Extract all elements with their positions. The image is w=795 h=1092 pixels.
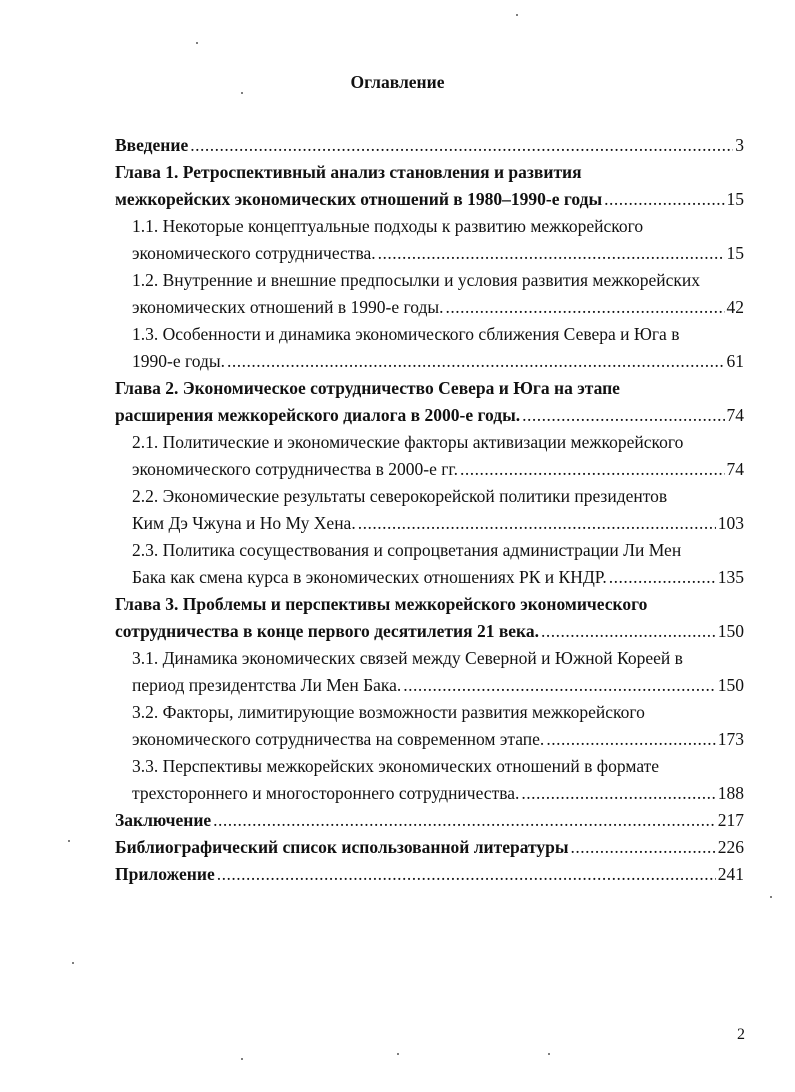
scan-speck	[548, 1053, 550, 1055]
toc-entry-title: межкорейских экономических отношений в 1980–1990-е годы	[115, 189, 603, 209]
toc-entry-section-2-3-cont	[132, 564, 744, 591]
toc-page-number: 3	[735, 135, 744, 155]
toc-entry-bibliography	[115, 834, 744, 861]
toc-entry-title: трехстороннего и многостороннего сотрудничества.	[132, 783, 520, 803]
toc-entry-title: 1.2. Внутренние и внешние предпосылки и условия развития межкорейских	[132, 270, 700, 290]
scan-speck	[516, 14, 518, 16]
toc-page-number: 135	[717, 567, 744, 587]
toc-page-number: 241	[717, 864, 744, 884]
toc-entry-title: экономических отношений в 1990-е годы.	[132, 297, 444, 317]
toc-entry-title: экономического сотрудничества на современном этапе.	[132, 729, 545, 749]
toc-entry-conclusion	[115, 807, 744, 834]
page-title: Оглавление	[350, 72, 445, 92]
scan-speck	[241, 92, 243, 94]
toc-entry-section-3-3	[132, 753, 744, 780]
dot-leader	[546, 726, 715, 753]
toc-entry-section-3-1-cont	[132, 672, 744, 699]
dot-leader	[541, 618, 716, 645]
dot-leader	[213, 807, 716, 834]
toc-page-number: 150	[717, 621, 744, 641]
toc-page-number: 15	[726, 189, 744, 209]
toc-page-number: 61	[726, 351, 744, 371]
toc-entry-title: Введение	[115, 135, 189, 155]
dot-leader	[217, 861, 716, 888]
toc-page-number: 74	[726, 459, 744, 479]
toc-entry-title: 3.3. Перспективы межкорейских экономических отношений в формате	[132, 756, 660, 776]
toc-entry-title: экономического сотрудничества.	[132, 243, 376, 263]
scan-speck	[196, 42, 198, 44]
toc-entry-title: период президентства Ли Мен Бака.	[132, 675, 402, 695]
toc-entry-title: 2.3. Политика сосуществования и сопроцветания администрации Ли Мен	[132, 540, 682, 560]
toc-page-number: 188	[717, 783, 744, 803]
toc-entry-title: расширения межкорейского диалога в 2000-е годы.	[115, 405, 521, 425]
toc-entry-title: 2.1. Политические и экономические факторы активизации межкорейского	[132, 432, 684, 452]
scan-speck	[770, 896, 772, 898]
toc-entry-section-3-2	[132, 699, 744, 726]
toc-entry-section-1-3-cont	[132, 348, 744, 375]
toc-entry-title: 1.1. Некоторые концептуальные подходы к развитию межкорейского	[132, 216, 644, 236]
toc-entry-section-1-1	[132, 213, 744, 240]
scan-speck	[68, 840, 70, 842]
toc-entry-title: 3.2. Факторы, лимитирующие возможности развития межкорейского	[132, 702, 645, 722]
dot-leader	[378, 240, 725, 267]
scan-speck	[397, 1053, 399, 1055]
toc-entry-title: 3.1. Динамика экономических связей между Северной и Южной Кореей в	[132, 648, 683, 668]
dot-leader	[604, 186, 724, 213]
toc-entry-title: Бака как смена курса в экономических отношениях РК и КНДР.	[132, 567, 607, 587]
toc-page-number: 217	[717, 810, 744, 830]
toc-entry-section-2-3	[132, 537, 744, 564]
toc-page-number: 150	[717, 675, 744, 695]
toc-entry-title: Заключение	[115, 810, 212, 830]
toc-entry-title: Библиографический список использованной литературы	[115, 837, 569, 857]
toc-entry-title: 2.2. Экономические результаты северокорейской политики президентов	[132, 486, 668, 506]
toc-entry-title: сотрудничества в конце первого десятилетия 21 века.	[115, 621, 539, 641]
toc-entry-section-1-3	[132, 321, 744, 348]
dot-leader	[609, 564, 716, 591]
toc-entry-section-2-2	[132, 483, 744, 510]
toc-entry-section-1-2-cont	[132, 294, 744, 321]
dot-leader	[227, 348, 725, 375]
toc-entry-section-3-2-cont	[132, 726, 744, 753]
toc-page-number: 226	[717, 837, 744, 857]
page-number: 2	[737, 1026, 745, 1043]
toc-entry-title: Глава 1. Ретроспективный анализ становления и развития	[115, 162, 582, 182]
dot-leader	[571, 834, 716, 861]
toc-entry-section-2-2-cont	[132, 510, 744, 537]
dot-leader	[190, 132, 733, 159]
toc-page-number: 103	[717, 513, 744, 533]
toc-page-number: 42	[726, 297, 744, 317]
toc-entry-title: Ким Дэ Чжуна и Но Му Хена.	[132, 513, 356, 533]
toc-entry-section-3-3-cont	[132, 780, 744, 807]
dot-leader	[460, 456, 724, 483]
toc-entry-section-2-1	[132, 429, 744, 456]
dot-leader	[446, 294, 725, 321]
toc-entry-title: Глава 2. Экономическое сотрудничество Севера и Юга на этапе	[115, 378, 620, 398]
toc-entry-section-1-1-cont	[132, 240, 744, 267]
scan-speck	[241, 1058, 243, 1060]
toc-entry-introduction	[115, 132, 744, 159]
toc-entry-chapter-3-title	[115, 591, 744, 618]
toc-entry-chapter-2-title-cont	[115, 402, 744, 429]
toc-entry-title: 1.3. Особенности и динамика экономического сближения Севера и Юга в	[132, 324, 680, 344]
toc-entry-title: экономического сотрудничества в 2000-е гг.	[132, 459, 459, 479]
toc-entry-chapter-1-title-cont	[115, 186, 744, 213]
dot-leader	[522, 402, 724, 429]
toc-page-number: 173	[717, 729, 744, 749]
toc-entry-section-2-1-cont	[132, 456, 744, 483]
toc-entry-chapter-3-title-cont	[115, 618, 744, 645]
toc-entry-chapter-1-title	[115, 159, 744, 186]
dot-leader	[521, 780, 715, 807]
scan-speck	[72, 962, 74, 964]
toc-entry-chapter-2-title	[115, 375, 744, 402]
toc-entry-section-3-1	[132, 645, 744, 672]
toc-page-number: 74	[726, 405, 744, 425]
toc-entry-appendix	[115, 861, 744, 888]
toc-entry-section-1-2	[132, 267, 744, 294]
toc-page-number: 15	[726, 243, 744, 263]
toc-entry-title: Глава 3. Проблемы и перспективы межкорейского экономического	[115, 594, 648, 614]
toc-entry-title: 1990-е годы.	[132, 351, 225, 371]
dot-leader	[358, 510, 716, 537]
toc-entry-title: Приложение	[115, 864, 215, 884]
dot-leader	[403, 672, 715, 699]
